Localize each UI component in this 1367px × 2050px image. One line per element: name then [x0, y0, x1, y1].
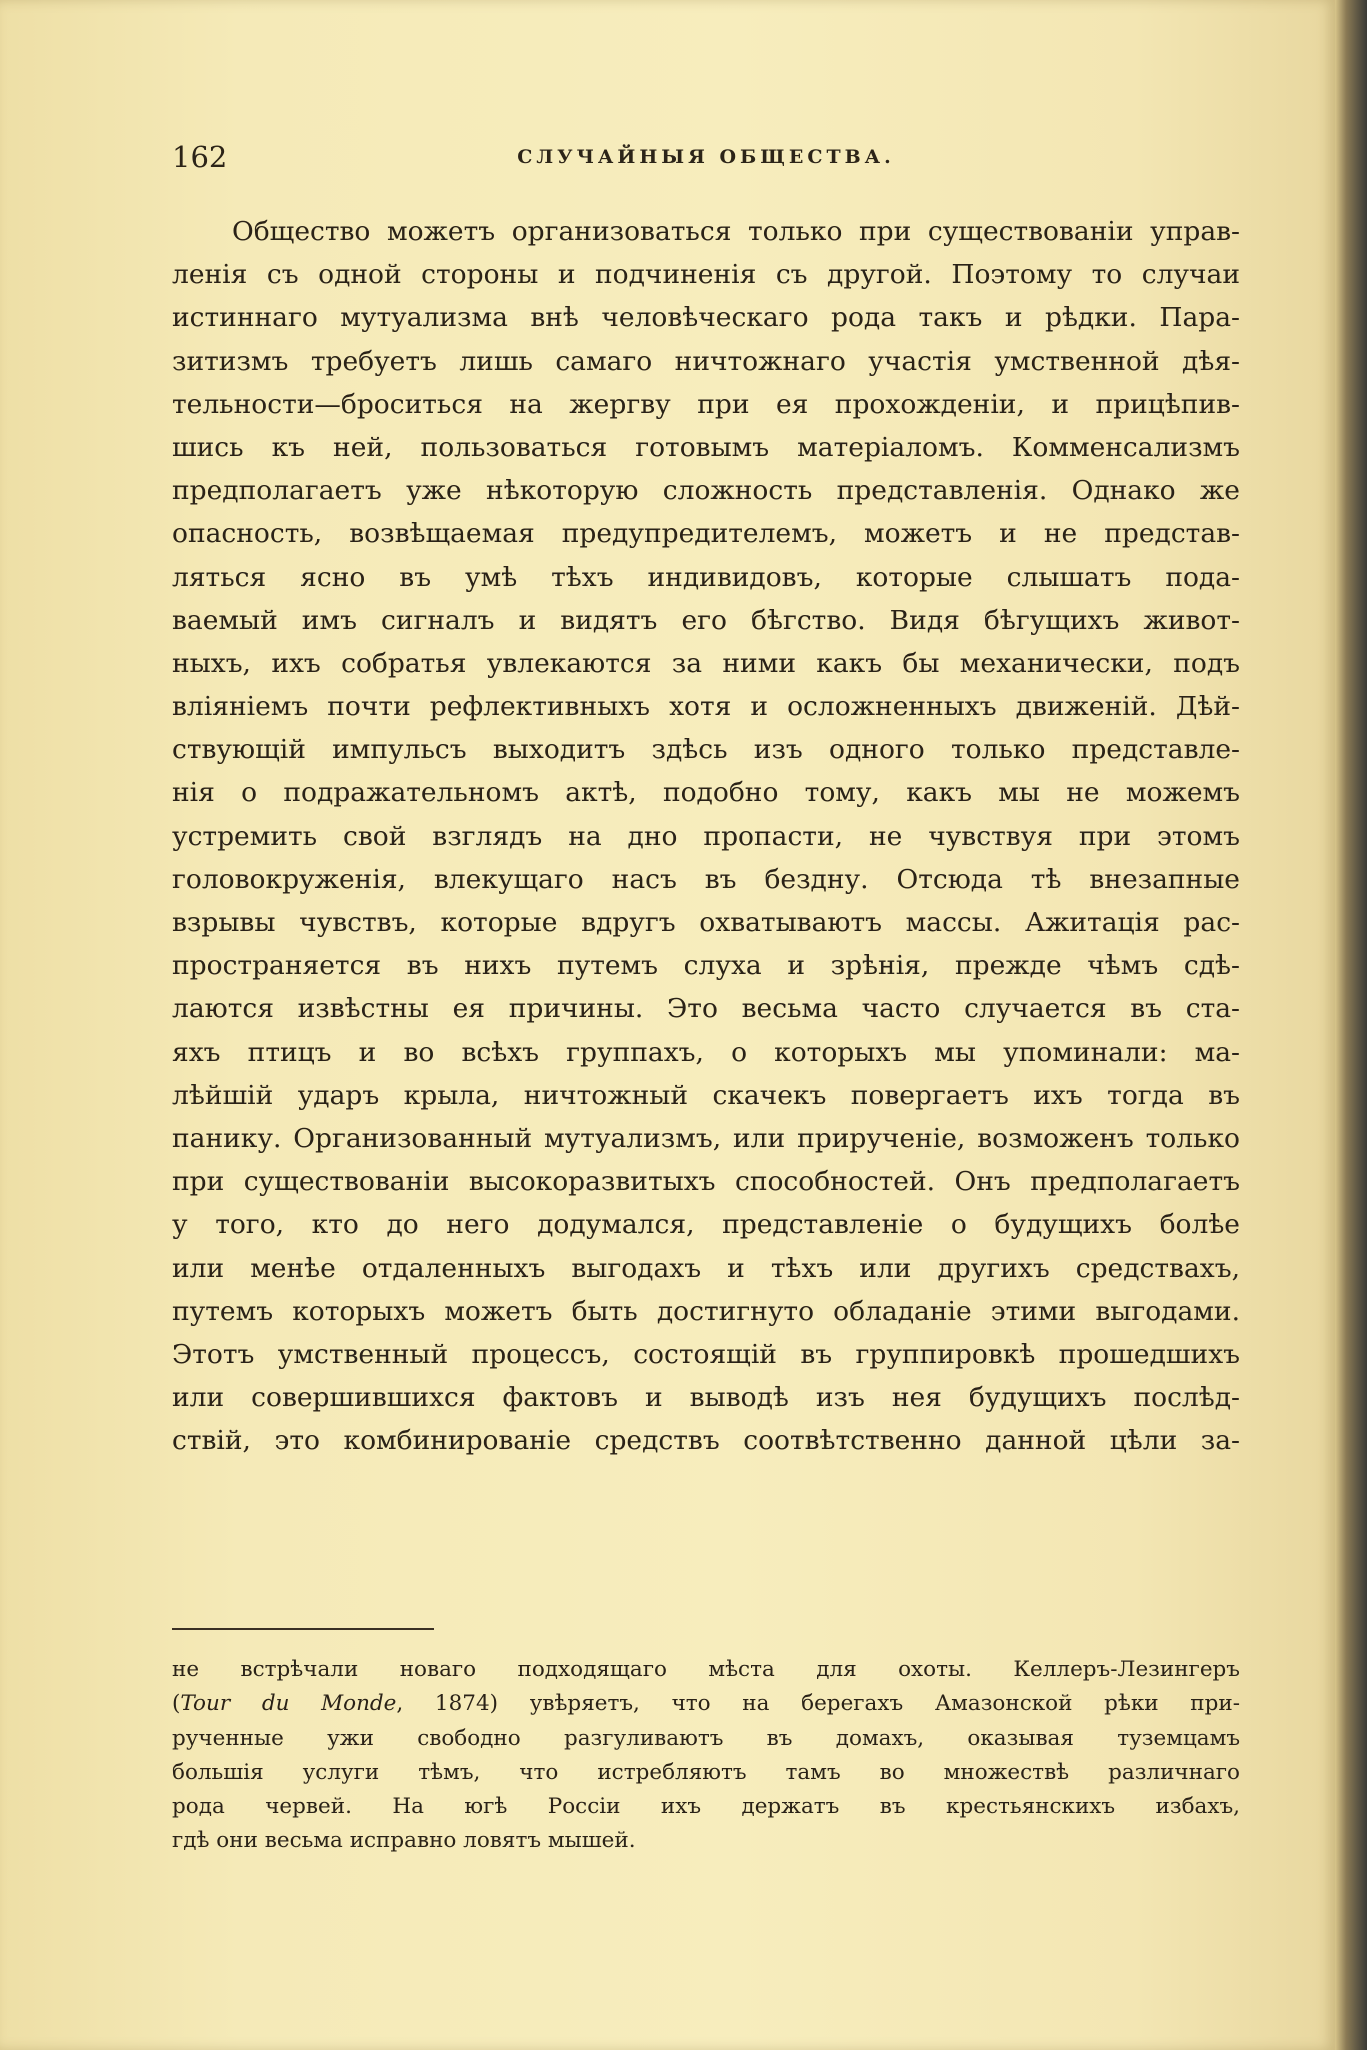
footnote-line: рученные ужи свободно разгуливаютъ въ домахъ, оказывая туземцамъ: [172, 1725, 1240, 1751]
text-line: зитизмъ требуетъ лишь самаго ничтожнаго участія умственной дѣя-: [172, 345, 1240, 377]
text-line: ныхъ, ихъ собратья увлекаются за ними какъ бы механически, подъ: [172, 647, 1240, 679]
text-line: лѣйшій ударъ крыла, ничтожный скачекъ повергаетъ ихъ тогда въ: [172, 1079, 1240, 1111]
page-header: [172, 140, 1240, 180]
text-line: пространяется въ нихъ путемъ слуха и зрѣнія, прежде чѣмъ сдѣ-: [172, 950, 1240, 982]
footnote-source-title: Tour du Monde: [180, 1691, 397, 1717]
text-line: истиннаго мутуализма внѣ человѣческаго рода такъ и рѣдки. Пара-: [172, 302, 1240, 334]
text-line: головокруженія, влекущаго насъ въ бездну. Отсюда тѣ внезапные: [172, 863, 1240, 895]
text-line: при существованіи высокоразвитыхъ способностей. Онъ предполагаетъ: [172, 1166, 1240, 1198]
text-line: вліяніемъ почти рефлективныхъ хотя и осложненныхъ движеній. Дѣй-: [172, 691, 1240, 723]
text-line: или совершившихся фактовъ и выводѣ изъ нея будущихъ послѣд-: [172, 1382, 1240, 1414]
text-line: тельности—броситься на жергву при ея прохожденіи, и прицѣпив-: [172, 388, 1240, 420]
text-line: или менѣе отдаленныхъ выгодахъ и тѣхъ или другихъ средствахъ,: [172, 1252, 1240, 1284]
text-line: ленія съ одной стороны и подчиненія съ другой. Поэтому то случаи: [172, 259, 1240, 291]
text-line: устремить свой взглядъ на дно пропасти, не чувствуя при этомъ: [172, 820, 1240, 852]
text-line: ствій, это комбинированіе средствъ соотвѣтственно данной цѣли за-: [172, 1425, 1240, 1457]
footnote: [172, 1653, 1240, 1859]
text-line: Этотъ умственный процессъ, состоящій въ группировкѣ прошедшихъ: [172, 1338, 1240, 1370]
footnote-line: не встрѣчали новаго подходящаго мѣста для охоты. Келлеръ-Лезингеръ: [172, 1657, 1240, 1682]
page-number: 162: [172, 140, 228, 174]
footnote-separator: [172, 1628, 434, 1630]
running-title: СЛУЧАЙНЫЯ ОБЩЕСТВА.: [517, 146, 895, 168]
text-line: Общество можетъ организоваться только при существованіи управ-: [232, 216, 1240, 247]
footnote-line-rest: , 1874) увѣряетъ, что на берегахъ Амазонской рѣки при-: [396, 1691, 1240, 1717]
text-line: нія о подражательномъ актѣ, подобно тому, какъ мы не можемъ: [172, 777, 1240, 809]
text-line: шись къ ней, пользоваться готовымъ матеріаломъ. Комменсализмъ: [172, 431, 1240, 463]
text-line: предполагаетъ уже нѣкоторую сложность представленія. Однако же: [172, 475, 1240, 507]
footnote-line: большія услуги тѣмъ, что истребляютъ тамъ во множествѣ различнаго: [172, 1759, 1240, 1785]
text-line: яхъ птицъ и во всѣхъ группахъ, о которыхъ мы упоминали: ма-: [172, 1036, 1240, 1068]
text-line: лаются извѣстны ея причины. Это весьма часто случается въ ста-: [172, 993, 1240, 1025]
main-text: [172, 210, 1240, 1462]
footnote-open-paren: (: [172, 1691, 181, 1717]
footnote-line: [172, 1687, 1240, 1721]
footnote-line: рода червей. На югѣ Россіи ихъ держатъ въ крестьянскихъ избахъ,: [172, 1794, 1240, 1820]
footnote-line: гдѣ они весьма исправно ловятъ мышей.: [172, 1828, 636, 1854]
book-edge: [1335, 0, 1367, 2050]
text-line: ствующій импульсъ выходитъ здѣсь изъ одного только представле-: [172, 734, 1240, 766]
text-line: опасность, возвѣщаемая предупредителемъ, можетъ и не представ-: [172, 518, 1240, 550]
text-line: ляться ясно въ умѣ тѣхъ индивидовъ, которые слышатъ пода-: [172, 561, 1240, 593]
text-line: панику. Организованный мутуализмъ, или прирученіе, возможенъ только: [172, 1122, 1240, 1154]
text-line: путемъ которыхъ можетъ быть достигнуто обладаніе этими выгодами.: [172, 1295, 1240, 1327]
text-line: у того, кто до него додумался, представленіе о будущихъ болѣе: [172, 1209, 1240, 1241]
text-line: ваемый имъ сигналъ и видятъ его бѣгство. Видя бѣгущихъ живот-: [172, 604, 1240, 636]
text-line: взрывы чувствъ, которые вдругъ охватываютъ массы. Ажитація рас-: [172, 907, 1240, 938]
